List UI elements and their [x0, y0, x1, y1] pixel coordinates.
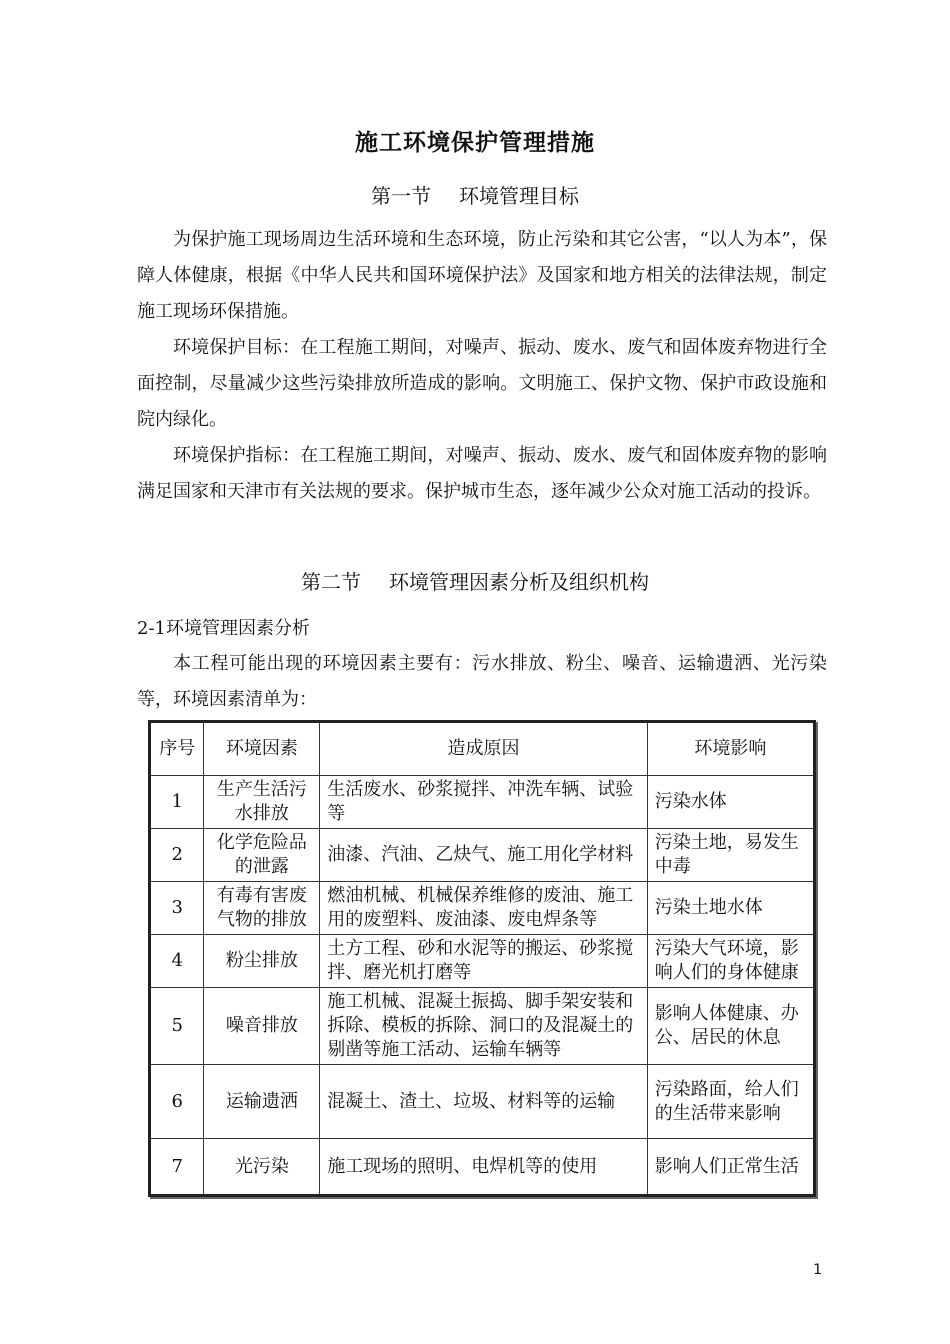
- cell-factor: 粉尘排放: [204, 935, 320, 988]
- cell-impact: 污染大气环境，影响人们的身体健康: [647, 935, 814, 988]
- header-cause: 造成原因: [320, 722, 647, 776]
- cell-no: 7: [150, 1139, 204, 1196]
- section-1-heading: [0, 180, 950, 209]
- subsection-heading: 2-1环境管理因素分析: [137, 618, 310, 639]
- cell-impact: 污染路面，给人们的生活带来影响: [647, 1065, 814, 1139]
- cell-impact: 污染水体: [647, 776, 814, 829]
- paragraph: 环境保护目标：在工程施工期间，对噪声、振动、废水、废气和固体废弃物进行全面控制，尽量减少这些污染排放所造成的影响。文明施工、保护文物、保护市政设施和院内绿化。: [137, 337, 827, 430]
- cell-no: 3: [150, 882, 204, 935]
- cell-impact: 污染土地水体: [647, 882, 814, 935]
- header-impact: 环境影响: [647, 722, 814, 776]
- cell-cause: 施工现场的照明、电焊机等的使用: [320, 1139, 647, 1196]
- table-row: [150, 882, 815, 935]
- section-2-title: 环境管理因素分析及组织机构: [389, 570, 649, 594]
- document-title: 施工环境保护管理措施: [355, 130, 595, 156]
- cell-no: 4: [150, 935, 204, 988]
- cell-factor: 噪音排放: [204, 988, 320, 1065]
- section-1-number: 第一节: [371, 184, 431, 208]
- paragraph: 环境保护指标：在工程施工期间，对噪声、振动、废水、废气和固体废弃物的影响满足国家和天津市有关法规的要求。保护城市生态，逐年减少公众对施工活动的投诉。: [137, 445, 827, 502]
- intro-paragraph: [137, 646, 827, 718]
- cell-impact: 影响人体健康、办公、居民的休息: [647, 988, 814, 1065]
- section-1-body: [137, 222, 827, 510]
- table-row: [150, 1139, 815, 1196]
- section-1-title: 环境管理目标: [459, 184, 579, 208]
- cell-cause: 油漆、汽油、乙炔气、施工用化学材料: [320, 829, 647, 882]
- section-2-heading: [0, 566, 950, 595]
- cell-no: 6: [150, 1065, 204, 1139]
- environmental-factors-table: [148, 720, 816, 1197]
- cell-factor: 运输遗洒: [204, 1065, 320, 1139]
- paragraph: 本工程可能出现的环境因素主要有：污水排放、粉尘、噪音、运输遗洒、光污染等，环境因素清单为：: [137, 653, 827, 710]
- table-row: [150, 776, 815, 829]
- cell-no: 1: [150, 776, 204, 829]
- cell-factor: 化学危险品的泄露: [204, 829, 320, 882]
- table-row: [150, 988, 815, 1065]
- header-no: 序号: [150, 722, 204, 776]
- cell-factor: 生产生活污水排放: [204, 776, 320, 829]
- cell-cause: 混凝土、渣土、垃圾、材料等的运输: [320, 1065, 647, 1139]
- page-number: 1: [813, 1262, 822, 1278]
- section-2-number: 第二节: [301, 570, 361, 594]
- cell-factor: 光污染: [204, 1139, 320, 1196]
- table-header-row: [150, 722, 815, 776]
- cell-cause: 施工机械、混凝土振捣、脚手架安装和拆除、模板的拆除、洞口的及混凝土的剔凿等施工活动、运输车辆等: [320, 988, 647, 1065]
- table-row: [150, 829, 815, 882]
- cell-factor: 有毒有害废气物的排放: [204, 882, 320, 935]
- cell-cause: 生活废水、砂浆搅拌、冲洗车辆、试验等: [320, 776, 647, 829]
- cell-cause: 燃油机械、机械保养维修的废油、施工用的废塑料、废油漆、废电焊条等: [320, 882, 647, 935]
- table-row: [150, 1065, 815, 1139]
- cell-cause: 土方工程、砂和水泥等的搬运、砂浆搅拌、磨光机打磨等: [320, 935, 647, 988]
- cell-impact: 影响人们正常生活: [647, 1139, 814, 1196]
- paragraph: 为保护施工现场周边生活环境和生态环境，防止污染和其它公害，“以人为本”，保障人体健康，根据《中华人民共和国环境保护法》及国家和地方相关的法律法规，制定施工现场环保措施。: [137, 229, 827, 322]
- cell-no: 5: [150, 988, 204, 1065]
- cell-no: 2: [150, 829, 204, 882]
- header-factor: 环境因素: [204, 722, 320, 776]
- cell-impact: 污染土地，易发生中毒: [647, 829, 814, 882]
- table-row: [150, 935, 815, 988]
